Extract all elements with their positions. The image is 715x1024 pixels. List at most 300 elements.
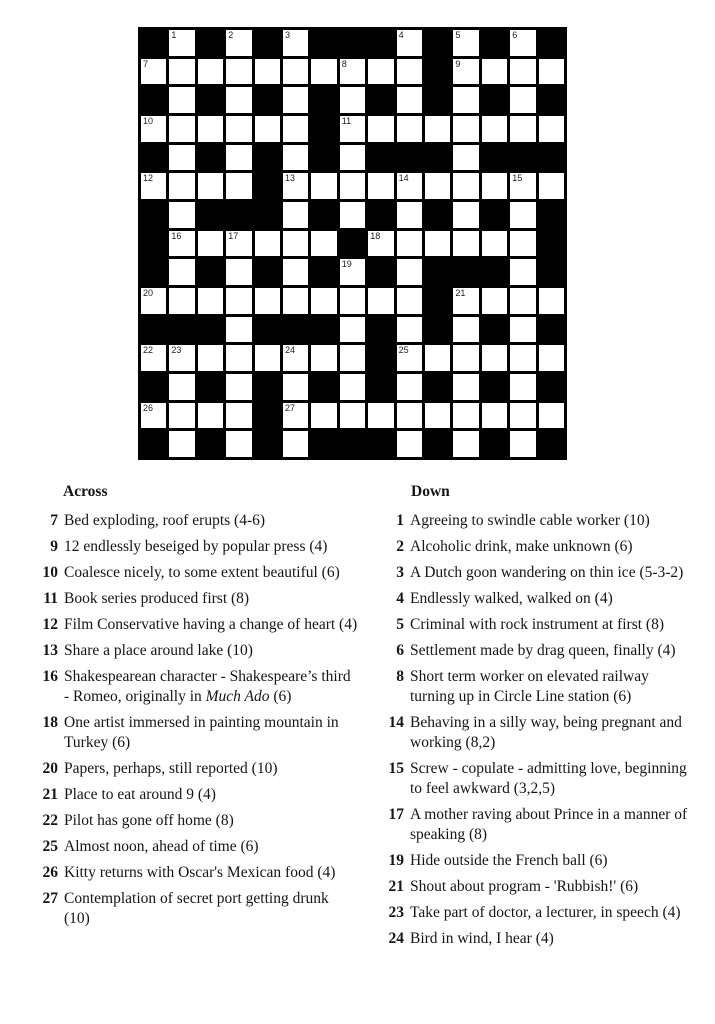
- grid-cell-black: [368, 431, 393, 457]
- grid-cell-white[interactable]: [453, 431, 478, 457]
- clue-text: Contemplation of secret port getting drunk (10): [64, 890, 329, 927]
- cell-number: 1: [171, 30, 177, 40]
- grid-cell-white[interactable]: [425, 345, 450, 371]
- grid-cell-white[interactable]: [539, 345, 564, 371]
- grid-cell-white[interactable]: [510, 288, 535, 314]
- grid-cell-white[interactable]: [198, 116, 223, 142]
- grid-cell-white[interactable]: [226, 30, 251, 56]
- grid-cell-white[interactable]: [169, 145, 194, 171]
- grid-cell-white[interactable]: [169, 374, 194, 400]
- grid-cell-white[interactable]: [453, 403, 478, 429]
- grid-cell-black: [368, 202, 393, 228]
- grid-cell-white[interactable]: [169, 116, 194, 142]
- grid-cell-white[interactable]: [510, 87, 535, 113]
- grid-cell-white[interactable]: [198, 59, 223, 85]
- grid-cell-white[interactable]: [311, 59, 336, 85]
- grid-cell-white[interactable]: [397, 288, 422, 314]
- clue-across-10: [40, 563, 358, 583]
- grid-cell-white[interactable]: [453, 202, 478, 228]
- grid-cell-white[interactable]: [255, 231, 280, 257]
- grid-cell-white[interactable]: [283, 431, 308, 457]
- clue-down-8: [385, 667, 695, 707]
- grid-cell-white[interactable]: [340, 202, 365, 228]
- grid-cell-white[interactable]: [141, 403, 166, 429]
- clue-down-4: [385, 589, 695, 609]
- grid-cell-black: [368, 345, 393, 371]
- grid-cell-black: [397, 145, 422, 171]
- grid-cell-white[interactable]: [226, 173, 251, 199]
- grid-cell-white[interactable]: [425, 231, 450, 257]
- clue-text: Endlessly walked, walked on (4): [410, 590, 613, 607]
- clue-across-22: [40, 811, 358, 831]
- cell-number: 3: [284, 30, 290, 40]
- grid-cell-white[interactable]: [255, 116, 280, 142]
- grid-cell-white[interactable]: [453, 116, 478, 142]
- clue-number: 4: [396, 590, 404, 607]
- grid-cell-white[interactable]: [453, 87, 478, 113]
- cell-number: 13: [284, 173, 295, 184]
- grid-cell-white[interactable]: [169, 173, 194, 199]
- clue-text: Settlement made by drag queen, finally (4): [410, 642, 676, 659]
- grid-cell-black: [141, 431, 166, 457]
- clue-down-23: [385, 903, 695, 923]
- grid-cell-white[interactable]: [169, 345, 194, 371]
- grid-cell-white[interactable]: [510, 116, 535, 142]
- clue-down-2: [385, 537, 695, 557]
- grid-cell-white[interactable]: [397, 345, 422, 371]
- clue-number: 2: [396, 538, 404, 555]
- grid-cell-white[interactable]: [453, 173, 478, 199]
- grid-cell-white[interactable]: [510, 30, 535, 56]
- clue-text: Alcoholic drink, make unknown (6): [410, 538, 633, 555]
- grid-cell-white[interactable]: [397, 173, 422, 199]
- grid-cell-white[interactable]: [510, 345, 535, 371]
- grid-cell-white[interactable]: [340, 173, 365, 199]
- clue-text: Short term worker on elevated railway turning up in Circle Line station (6): [410, 668, 649, 705]
- cell-number: 6: [512, 30, 518, 40]
- grid-cell-white[interactable]: [397, 231, 422, 257]
- grid-cell-white[interactable]: [453, 374, 478, 400]
- grid-cell-white[interactable]: [198, 345, 223, 371]
- grid-cell-white[interactable]: [510, 317, 535, 343]
- cell-number: 11: [341, 115, 352, 126]
- grid-cell-black: [311, 431, 336, 457]
- grid-cell-white[interactable]: [539, 59, 564, 85]
- grid-cell-white[interactable]: [510, 231, 535, 257]
- grid-cell-black: [198, 87, 223, 113]
- grid-cell-white[interactable]: [226, 231, 251, 257]
- grid-cell-black: [255, 374, 280, 400]
- grid-cell-white[interactable]: [368, 116, 393, 142]
- grid-cell-white[interactable]: [340, 87, 365, 113]
- clue-down-21: [385, 877, 695, 897]
- across-clues-column: [40, 482, 358, 955]
- grid-cell-white[interactable]: [453, 59, 478, 85]
- grid-cell-white[interactable]: [510, 202, 535, 228]
- grid-cell-white[interactable]: [453, 231, 478, 257]
- grid-cell-black: [141, 317, 166, 343]
- clue-number: 15: [388, 760, 404, 777]
- clue-number: 12: [42, 616, 58, 633]
- grid-cell-white[interactable]: [169, 59, 194, 85]
- clue-number: 22: [42, 812, 58, 829]
- clue-number: 19: [388, 852, 404, 869]
- grid-cell-white[interactable]: [453, 288, 478, 314]
- clue-number: 21: [388, 878, 404, 895]
- grid-cell-white[interactable]: [482, 345, 507, 371]
- grid-cell-white[interactable]: [169, 403, 194, 429]
- grid-cell-black: [425, 202, 450, 228]
- grid-cell-black: [340, 231, 365, 257]
- grid-cell-white[interactable]: [169, 202, 194, 228]
- clue-number: 24: [388, 930, 404, 947]
- clue-down-1: [385, 511, 695, 531]
- grid-cell-white[interactable]: [340, 317, 365, 343]
- grid-cell-white[interactable]: [539, 173, 564, 199]
- clue-text: Pilot has gone off home (8): [64, 812, 234, 829]
- grid-cell-black: [539, 374, 564, 400]
- cell-number: 19: [341, 259, 352, 270]
- grid-cell-white[interactable]: [510, 431, 535, 457]
- grid-cell-black: [425, 317, 450, 343]
- grid-cell-white[interactable]: [255, 288, 280, 314]
- grid-cell-white[interactable]: [368, 59, 393, 85]
- grid-cell-black: [255, 173, 280, 199]
- grid-cell-white[interactable]: [141, 345, 166, 371]
- grid-cell-black: [311, 30, 336, 56]
- clue-text: Take part of doctor, a lecturer, in speech (4): [410, 904, 681, 921]
- grid-cell-black: [539, 87, 564, 113]
- grid-cell-white[interactable]: [453, 317, 478, 343]
- grid-cell-black: [368, 317, 393, 343]
- grid-cell-white[interactable]: [283, 374, 308, 400]
- grid-cell-white[interactable]: [311, 231, 336, 257]
- grid-cell-black: [539, 231, 564, 257]
- grid-cell-black: [255, 403, 280, 429]
- grid-cell-white[interactable]: [510, 403, 535, 429]
- grid-cell-white[interactable]: [169, 231, 194, 257]
- grid-cell-black: [311, 202, 336, 228]
- grid-cell-black: [425, 374, 450, 400]
- grid-cell-white[interactable]: [397, 202, 422, 228]
- grid-cell-white[interactable]: [539, 403, 564, 429]
- clue-number: 11: [43, 590, 58, 607]
- clue-number: 7: [50, 512, 58, 529]
- clue-across-25: [40, 837, 358, 857]
- grid-cell-white[interactable]: [169, 30, 194, 56]
- grid-cell-black: [368, 30, 393, 56]
- clue-text-part: (6): [269, 688, 292, 705]
- grid-cell-white[interactable]: [226, 288, 251, 314]
- grid-cell-white[interactable]: [283, 173, 308, 199]
- grid-cell-white[interactable]: [283, 231, 308, 257]
- grid-cell-black: [539, 30, 564, 56]
- grid-cell-white[interactable]: [141, 59, 166, 85]
- clue-down-17: [385, 805, 695, 845]
- grid-cell-black: [425, 30, 450, 56]
- grid-cell-black: [425, 145, 450, 171]
- grid-cell-white[interactable]: [283, 288, 308, 314]
- grid-cell-white[interactable]: [283, 202, 308, 228]
- grid-cell-white[interactable]: [340, 59, 365, 85]
- grid-cell-white[interactable]: [482, 173, 507, 199]
- grid-cell-black: [482, 30, 507, 56]
- grid-cell-white[interactable]: [340, 145, 365, 171]
- grid-cell-white[interactable]: [539, 288, 564, 314]
- clue-text: Book series produced first (8): [64, 590, 250, 607]
- grid-cell-black: [482, 145, 507, 171]
- grid-cell-black: [255, 317, 280, 343]
- grid-cell-white[interactable]: [340, 374, 365, 400]
- clue-number: 17: [388, 806, 404, 823]
- clue-number: 16: [42, 668, 58, 685]
- cell-number: 17: [228, 230, 239, 241]
- grid-cell-white[interactable]: [482, 403, 507, 429]
- grid-cell-white[interactable]: [397, 431, 422, 457]
- grid-cell-white[interactable]: [397, 403, 422, 429]
- grid-cell-black: [482, 87, 507, 113]
- clue-across-18: [40, 713, 358, 753]
- grid-cell-black: [255, 30, 280, 56]
- clue-text: A mother raving about Prince in a manner of speaking (8): [410, 806, 688, 843]
- clue-across-9: [40, 537, 358, 557]
- clue-across-11: [40, 589, 358, 609]
- grid-cell-white[interactable]: [198, 231, 223, 257]
- clue-number: 23: [388, 904, 404, 921]
- grid-cell-white[interactable]: [226, 145, 251, 171]
- grid-cell-white[interactable]: [283, 59, 308, 85]
- clue-across-12: [40, 615, 358, 635]
- grid-cell-white[interactable]: [453, 145, 478, 171]
- cell-number: 18: [370, 230, 381, 241]
- clue-number: 25: [42, 838, 58, 855]
- across-header: Across: [63, 483, 108, 500]
- clue-text: A Dutch goon wandering on thin ice (5-3-2): [410, 564, 684, 581]
- cell-number: 25: [398, 345, 409, 356]
- grid-cell-black: [368, 259, 393, 285]
- cell-number: 27: [284, 402, 295, 413]
- clue-down-3: [385, 563, 695, 583]
- grid-cell-white[interactable]: [397, 87, 422, 113]
- clue-text: [64, 667, 358, 707]
- clue-across-21: [40, 785, 358, 805]
- grid-cell-white[interactable]: [340, 116, 365, 142]
- grid-cell-black: [141, 30, 166, 56]
- grid-cell-white[interactable]: [226, 345, 251, 371]
- grid-cell-white[interactable]: [482, 59, 507, 85]
- clue-number: 13: [42, 642, 58, 659]
- grid-cell-white[interactable]: [141, 173, 166, 199]
- cell-number: 7: [143, 58, 149, 69]
- cell-number: 26: [143, 402, 154, 413]
- grid-cell-white[interactable]: [510, 374, 535, 400]
- grid-cell-white[interactable]: [340, 345, 365, 371]
- grid-cell-white[interactable]: [482, 116, 507, 142]
- clue-text: Film Conservative having a change of heart (4): [64, 616, 358, 633]
- clue-text: Hide outside the French ball (6): [410, 852, 608, 869]
- grid-cell-black: [255, 87, 280, 113]
- clue-text: One artist immersed in painting mountain in Turkey (6): [64, 714, 339, 751]
- grid-cell-white[interactable]: [482, 231, 507, 257]
- clue-down-24: [385, 929, 695, 949]
- grid-cell-black: [198, 317, 223, 343]
- grid-cell-black: [539, 145, 564, 171]
- grid-cell-white[interactable]: [425, 403, 450, 429]
- clue-number: 8: [396, 668, 404, 685]
- crossword-grid: [138, 27, 567, 460]
- cell-number: 22: [143, 345, 154, 356]
- grid-cell-white[interactable]: [226, 431, 251, 457]
- cell-number: 5: [455, 30, 461, 40]
- grid-cell-white[interactable]: [340, 288, 365, 314]
- grid-cell-white[interactable]: [510, 59, 535, 85]
- grid-cell-white[interactable]: [368, 403, 393, 429]
- grid-cell-white[interactable]: [311, 345, 336, 371]
- grid-cell-black: [425, 87, 450, 113]
- cell-number: 20: [143, 287, 154, 298]
- clue-text-italic: Much Ado: [205, 688, 270, 705]
- grid-cell-white[interactable]: [453, 30, 478, 56]
- grid-cell-black: [141, 87, 166, 113]
- clue-down-19: [385, 851, 695, 871]
- grid-cell-black: [425, 288, 450, 314]
- cell-number: 2: [228, 30, 234, 40]
- grid-cell-white[interactable]: [255, 345, 280, 371]
- clue-number: 26: [42, 864, 58, 881]
- grid-cell-white[interactable]: [226, 317, 251, 343]
- cell-number: 24: [284, 345, 295, 356]
- clue-section: [0, 482, 715, 955]
- grid-cell-white[interactable]: [397, 317, 422, 343]
- grid-cell-black: [141, 231, 166, 257]
- grid-cell-white[interactable]: [198, 288, 223, 314]
- grid-cell-black: [425, 59, 450, 85]
- grid-cell-white[interactable]: [368, 231, 393, 257]
- clue-text: Almost noon, ahead of time (6): [64, 838, 259, 855]
- grid-cell-white[interactable]: [311, 288, 336, 314]
- grid-cell-black: [368, 87, 393, 113]
- down-clue-list: [385, 511, 695, 949]
- clue-text: Criminal with rock instrument at first (8): [410, 616, 664, 633]
- clue-down-15: [385, 759, 695, 799]
- grid-cell-black: [198, 259, 223, 285]
- grid-cell-white[interactable]: [510, 173, 535, 199]
- grid-cell-white[interactable]: [283, 30, 308, 56]
- clue-text: Share a place around lake (10): [64, 642, 253, 659]
- down-header: Down: [411, 483, 450, 500]
- clue-number: 3: [396, 564, 404, 581]
- grid-cell-white[interactable]: [340, 403, 365, 429]
- grid-cell-white[interactable]: [311, 173, 336, 199]
- grid-cell-black: [311, 317, 336, 343]
- grid-cell-white[interactable]: [169, 87, 194, 113]
- clue-across-27: [40, 889, 358, 929]
- grid-cell-white[interactable]: [510, 259, 535, 285]
- grid-cell-black: [482, 374, 507, 400]
- grid-cell-white[interactable]: [226, 259, 251, 285]
- grid-cell-white[interactable]: [226, 59, 251, 85]
- grid-cell-white[interactable]: [425, 116, 450, 142]
- grid-cell-white[interactable]: [283, 116, 308, 142]
- grid-cell-white[interactable]: [198, 403, 223, 429]
- grid-cell-black: [255, 431, 280, 457]
- clue-text-part: Shakespearean character - Shakespeare’s third - Romeo, originally in: [64, 668, 351, 705]
- grid-cell-white[interactable]: [283, 345, 308, 371]
- grid-cell-black: [255, 145, 280, 171]
- grid-cell-black: [141, 374, 166, 400]
- clue-text: Screw - copulate - admitting love, beginning to feel awkward (3,2,5): [410, 760, 687, 797]
- grid-cell-white[interactable]: [226, 87, 251, 113]
- grid-cell-black: [311, 116, 336, 142]
- clue-down-5: [385, 615, 695, 635]
- cell-number: 10: [143, 115, 154, 126]
- grid-cell-white[interactable]: [425, 173, 450, 199]
- clue-down-14: [385, 713, 695, 753]
- grid-cell-white[interactable]: [141, 288, 166, 314]
- cell-number: 21: [455, 287, 466, 298]
- grid-cell-black: [368, 145, 393, 171]
- grid-cell-black: [141, 202, 166, 228]
- grid-cell-white[interactable]: [340, 259, 365, 285]
- grid-cell-white[interactable]: [397, 30, 422, 56]
- grid-cell-black: [425, 259, 450, 285]
- grid-cell-white[interactable]: [169, 431, 194, 457]
- grid-cell-white[interactable]: [482, 288, 507, 314]
- grid-cell-white[interactable]: [226, 374, 251, 400]
- across-clue-list: [40, 511, 358, 929]
- clue-across-20: [40, 759, 358, 779]
- grid-cell-white[interactable]: [198, 173, 223, 199]
- grid-cell-white[interactable]: [169, 259, 194, 285]
- grid-cell-white[interactable]: [397, 59, 422, 85]
- grid-cell-white[interactable]: [283, 259, 308, 285]
- grid-cell-white[interactable]: [283, 87, 308, 113]
- clue-across-7: [40, 511, 358, 531]
- grid-cell-white[interactable]: [453, 345, 478, 371]
- grid-cell-white[interactable]: [169, 288, 194, 314]
- grid-cell-black: [226, 202, 251, 228]
- grid-cell-black: [340, 431, 365, 457]
- grid-cell-white[interactable]: [368, 173, 393, 199]
- grid-cell-white[interactable]: [311, 403, 336, 429]
- grid-cell-white[interactable]: [397, 116, 422, 142]
- clue-across-26: [40, 863, 358, 883]
- grid-cell-white[interactable]: [539, 116, 564, 142]
- clue-text: Agreeing to swindle cable worker (10): [410, 512, 650, 529]
- grid-cell-black: [482, 202, 507, 228]
- grid-cell-white[interactable]: [255, 59, 280, 85]
- cell-number: 12: [143, 173, 154, 184]
- grid-cell-white[interactable]: [226, 403, 251, 429]
- grid-cell-black: [311, 374, 336, 400]
- grid-cell-black: [539, 431, 564, 457]
- grid-cell-black: [169, 317, 194, 343]
- clue-number: 6: [396, 642, 404, 659]
- grid-cell-black: [198, 145, 223, 171]
- grid-cell-white[interactable]: [397, 374, 422, 400]
- grid-cell-white[interactable]: [283, 145, 308, 171]
- grid-cell-white[interactable]: [141, 116, 166, 142]
- grid-cell-white[interactable]: [397, 259, 422, 285]
- clue-text: Bed exploding, roof erupts (4-6): [64, 512, 266, 529]
- grid-cell-white[interactable]: [226, 116, 251, 142]
- grid-cell-black: [539, 317, 564, 343]
- grid-cell-white[interactable]: [283, 403, 308, 429]
- grid-cell-black: [198, 30, 223, 56]
- grid-cell-black: [453, 259, 478, 285]
- grid-cell-white[interactable]: [368, 288, 393, 314]
- cell-number: 4: [398, 30, 404, 40]
